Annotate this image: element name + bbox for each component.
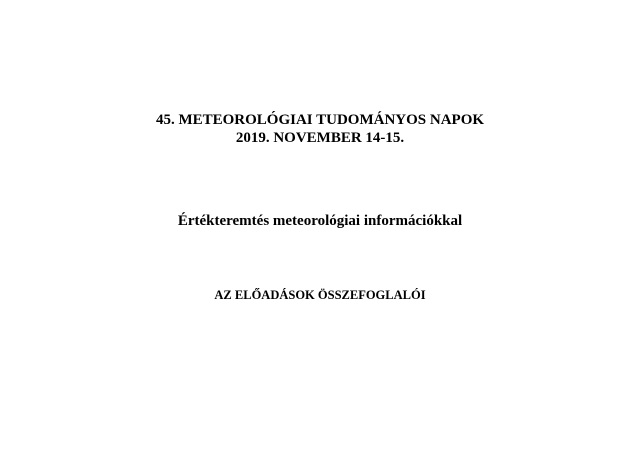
conference-dates: 2019. NOVEMBER 14-15. xyxy=(235,130,405,146)
conference-theme: Értékteremtés meteorológiai információkkal xyxy=(177,213,463,229)
section-heading: AZ ELŐADÁSOK ÖSSZEFOGLALÓI xyxy=(214,288,426,302)
conference-title: 45. METEOROLÓGIAI TUDOMÁNYOS NAPOK xyxy=(155,112,485,128)
